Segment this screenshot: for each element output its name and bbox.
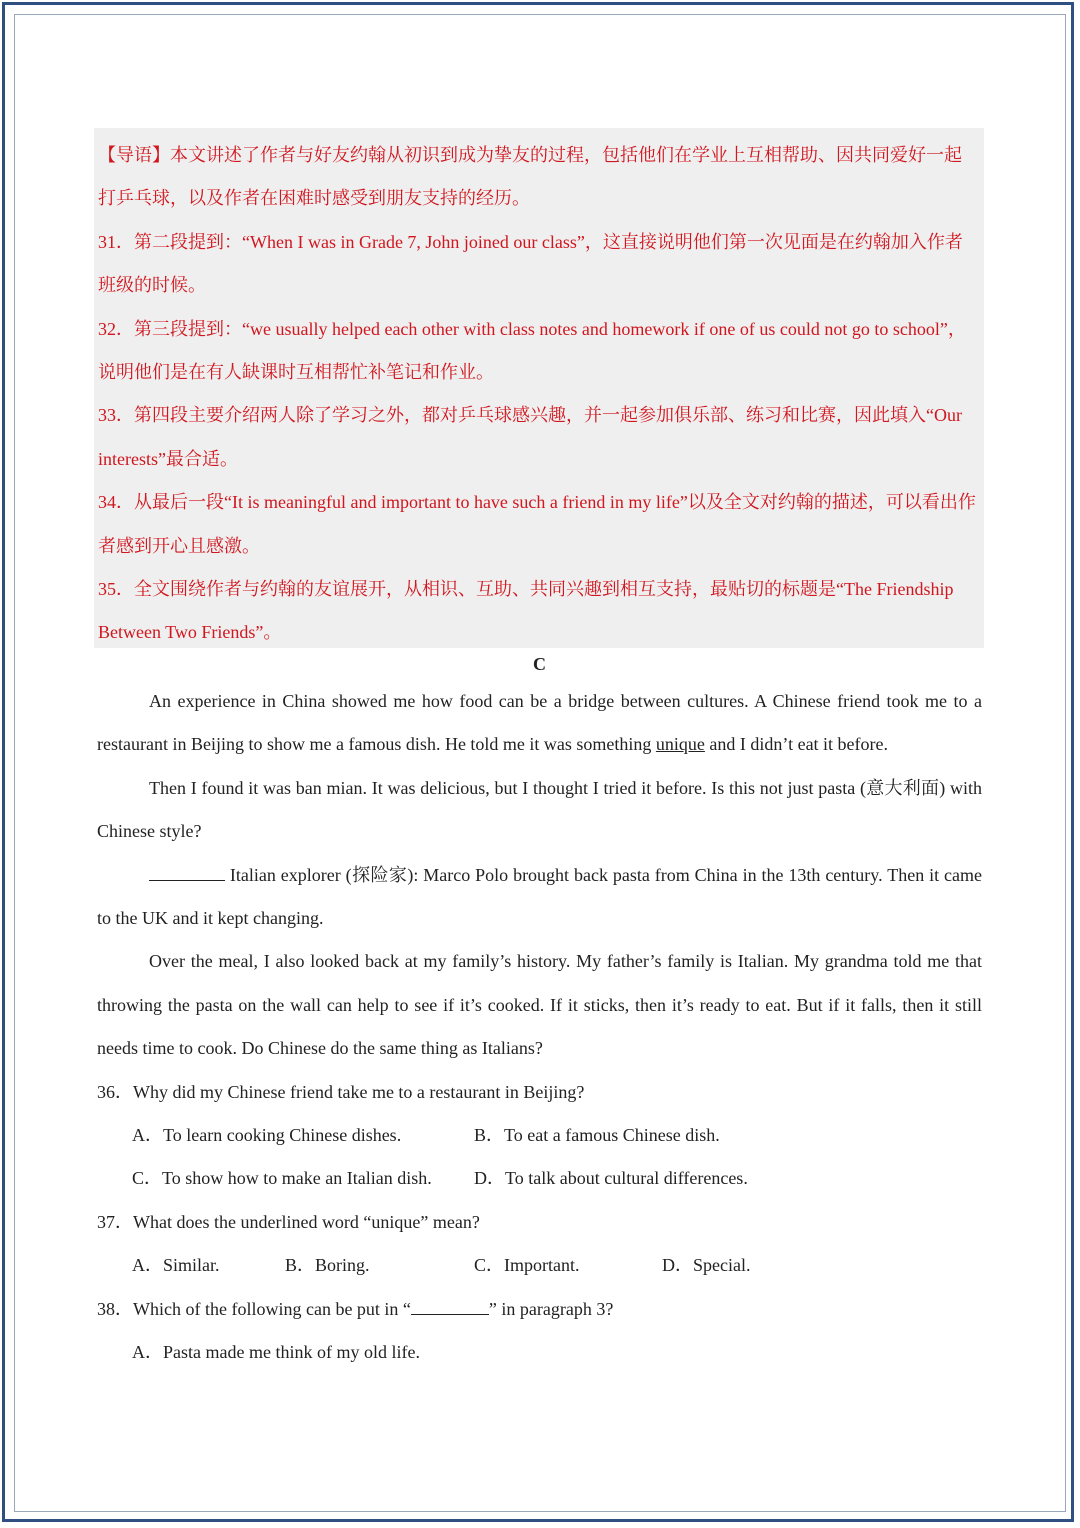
question-38-stem [97, 1288, 982, 1331]
analysis-q33: 33．第四段主要介绍两人除了学习之外，都对乒乓球感兴趣，并一起参加俱乐部、练习和比赛，因此填入“Our interests”最合适。 [98, 405, 962, 469]
q36-option-a[interactable]: A．To learn cooking Chinese dishes. [132, 1125, 402, 1146]
q38-stem-b: ” in paragraph 3? [488, 1298, 614, 1319]
q37-option-d[interactable]: D．Special. [662, 1255, 751, 1276]
q37-option-a[interactable]: A．Similar. [132, 1255, 220, 1276]
analysis-q34: 34．从最后一段“It is meaningful and important to have such a friend in my life”以及全文对约翰的描述，可以看出作者感到开心且感激。 [98, 492, 976, 556]
q36-option-b[interactable]: B．To eat a famous Chinese dish. [474, 1125, 720, 1146]
q36-option-c[interactable]: C．To show how to make an Italian dish. [132, 1168, 432, 1189]
q38-stem-a: 38．Which of the following can be put in “ [97, 1298, 411, 1319]
question-36-stem: 36．Why did my Chinese friend take me to a restaurant in Beijing? [97, 1081, 585, 1102]
analysis-q35: 35．全文围绕作者与约翰的友谊展开，从相识、互助、共同兴趣到相互支持，最贴切的标题是“The Friendship Between Two Friends”。 [98, 579, 954, 643]
question-37-options [97, 1244, 982, 1287]
paragraph-1-text-b: and I didn’t eat it before. [704, 734, 889, 755]
passage-paragraph-1 [97, 680, 982, 767]
analysis-intro: 【导语】本文讲述了作者与好友约翰从初识到成为挚友的过程，包括他们在学业上互相帮助、因共同爱好一起打乒乓球，以及作者在困难时感受到朋友支持的经历。 [98, 145, 962, 209]
answer-analysis-box [94, 128, 984, 648]
passage-paragraph-4: Over the meal, I also looked back at my family’s history. My father’s family is Italian. My grandma told me that throwing the pasta on the wall can help to see if it’s cooked. If it sticks, then it’s ready to eat. But if it falls, then it still needs time to cook. Do Chinese do the same thing as Italians? [97, 951, 982, 1059]
question-38-options [97, 1331, 982, 1374]
underlined-word: unique [655, 734, 705, 755]
section-title: C [533, 654, 546, 674]
blank-line [149, 866, 225, 881]
paragraph-1-text-a: An experience in China showed me how food can be a bridge between cultures. A Chinese friend took me to a restaurant in Beijing to show me a famous dish. He told me it was something [97, 691, 982, 755]
analysis-q32: 32．第三段提到：“we usually helped each other with class notes and homework if one of us could not go to school”，说明他们是在有人缺课时互相帮忙补笔记和作业。 [98, 318, 966, 383]
q36-option-d[interactable]: D．To talk about cultural differences. [474, 1168, 748, 1189]
passage-paragraph-2: Then I found it was ban mian. It was delicious, but I thought I tried it before. Is this not just pasta (意大利面) with Chinese style? [97, 777, 982, 842]
passage-paragraph-3 [97, 854, 982, 941]
q37-option-c[interactable]: C．Important. [474, 1255, 580, 1276]
question-36-options-row-2 [97, 1157, 982, 1200]
question-36-options-row-1 [97, 1114, 982, 1157]
q38-blank [411, 1300, 489, 1315]
q37-option-b[interactable]: B．Boring. [285, 1255, 370, 1276]
analysis-q31: 31．第二段提到：“When I was in Grade 7, John joined our class”，这直接说明他们第一次见面是在约翰加入作者班级的时候。 [98, 231, 963, 296]
question-37-stem: 37．What does the underlined word “unique” mean? [97, 1211, 480, 1232]
reading-section [97, 648, 982, 1374]
paragraph-3-text: Italian explorer (探险家): Marco Polo brought back pasta from China in the 13th century. Then it came to the UK and it kept changing. [97, 864, 982, 929]
q38-option-a[interactable]: A．Pasta made me think of my old life. [132, 1342, 420, 1362]
